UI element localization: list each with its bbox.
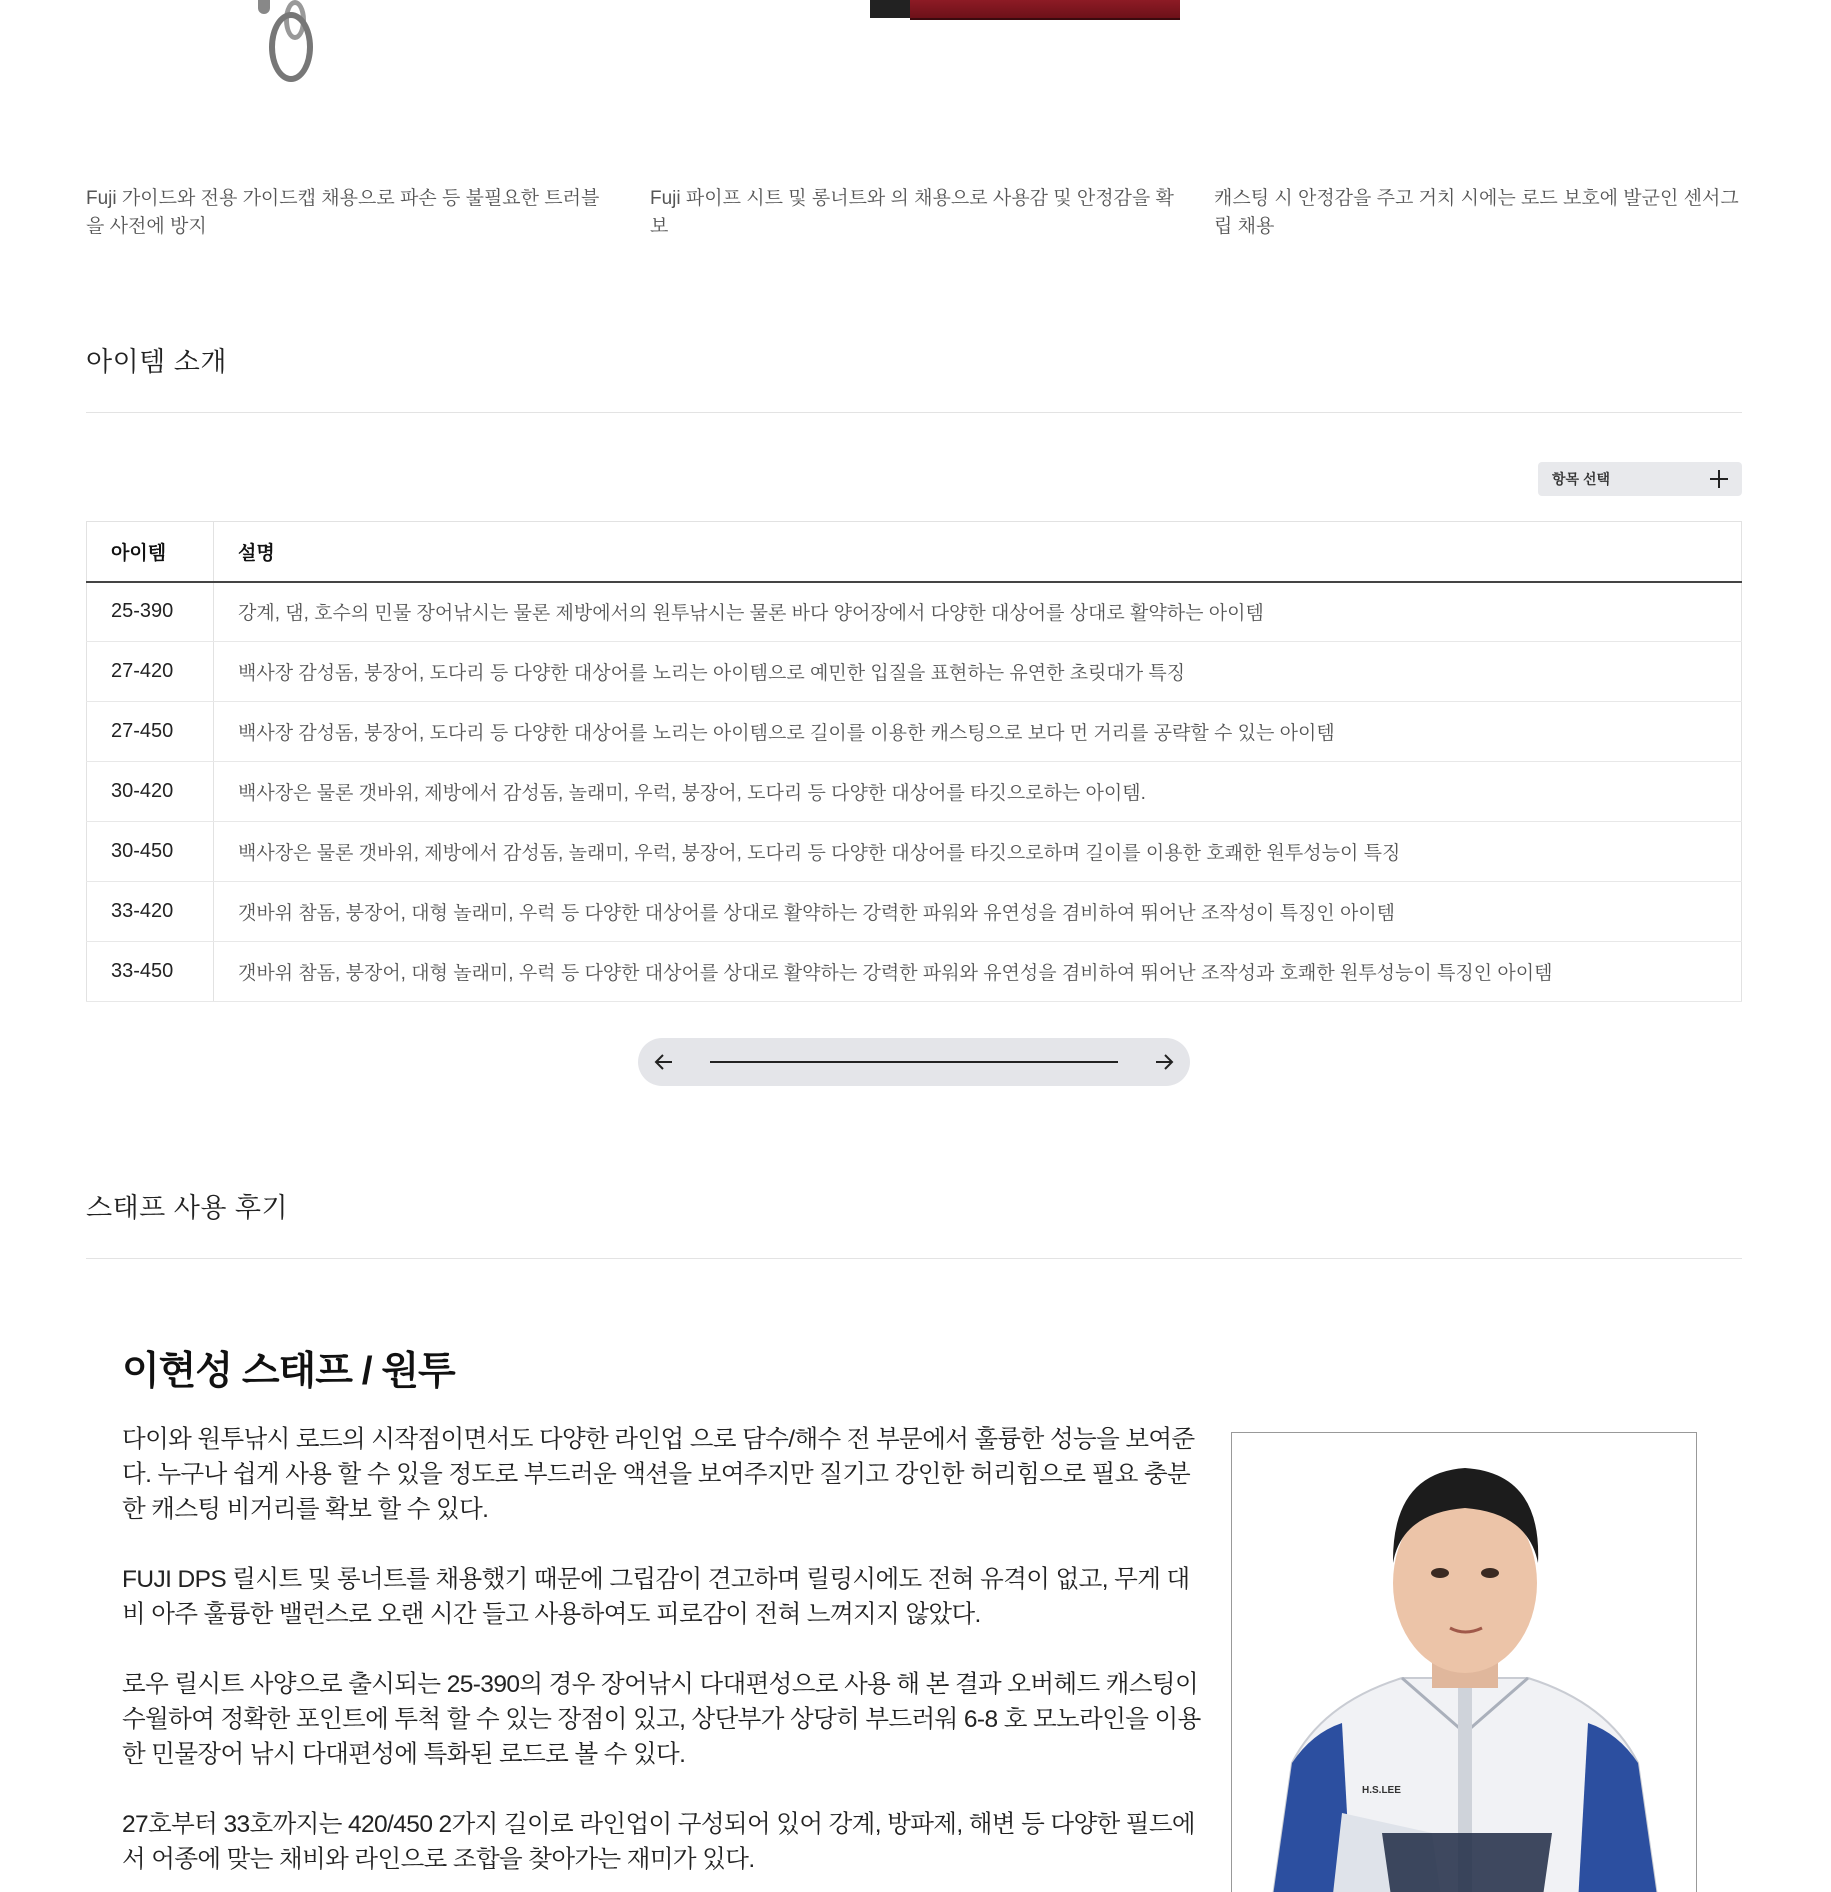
staff-photo bbox=[1231, 1432, 1697, 1892]
item-desc: 갯바위 참돔, 붕장어, 대형 놀래미, 우럭 등 다양한 대상어를 상대로 활약하는 강력한 파워와 유연성을 겸비하여 뛰어난 조작성과 호쾌한 원투성능이 특징인 아이템 bbox=[214, 942, 1742, 1002]
section-title-intro: 아이템 소개 bbox=[86, 347, 227, 377]
item-code: 30-420 bbox=[87, 762, 214, 822]
item-desc: 백사장은 물론 갯바위, 제방에서 감성돔, 놀래미, 우럭, 붕장어, 도다리 등 다양한 대상어를 타깃으로하는 아이템. bbox=[214, 762, 1742, 822]
item-desc: 갯바위 참돔, 붕장어, 대형 놀래미, 우럭 등 다양한 대상어를 상대로 활약하는 강력한 파워와 유연성을 겸비하여 뛰어난 조작성이 특징인 아이템 bbox=[214, 882, 1742, 942]
review-paragraph: FUJI DPS 릴시트 및 롱너트를 채용했기 때문에 그립감이 견고하며 릴링시에도 전혀 유격이 없고, 무게 대비 아주 훌륭한 밸런스로 오랜 시간 들고 사용하여도 피로감이 전혀 느껴지지 않았다. bbox=[122, 1566, 1190, 1628]
table-row bbox=[87, 942, 1742, 1002]
table-row bbox=[87, 882, 1742, 942]
feature-guide bbox=[86, 0, 616, 237]
staff-name: 이현성 스태프 / 원투 bbox=[122, 1350, 455, 1393]
item-desc: 백사장은 물론 갯바위, 제방에서 감성돔, 놀래미, 우럭, 붕장어, 도다리 등 다양한 대상어를 타깃으로하며 길이를 이용한 호쾌한 원투성능이 특징 bbox=[214, 822, 1742, 882]
item-code: 25-390 bbox=[87, 582, 214, 642]
plus-icon bbox=[1710, 470, 1728, 488]
item-desc: 강계, 댐, 호수의 민물 장어낚시는 물론 제방에서의 원투낚시는 물론 바다 양어장에서 다양한 대상어를 상대로 활약하는 아이템 bbox=[214, 582, 1742, 642]
table-row bbox=[87, 702, 1742, 762]
table-row bbox=[87, 582, 1742, 642]
item-code: 27-420 bbox=[87, 642, 214, 702]
review-paragraph: 로우 릴시트 사양으로 출시되는 25-390의 경우 장어낚시 다대편성으로 사용 해 본 결과 오버헤드 캐스팅이 수월하여 정확한 포인트에 투척 할 수 있는 장점이 있고, 상단부가 상당히 부드러워 6-8 호 모노라인을 이용한 민물장어 낚시 다대편성에 특화된 로드로 볼 수 있다. bbox=[122, 1671, 1201, 1768]
item-select-label: 항목 선택 bbox=[1552, 471, 1610, 487]
fuji-guide-image bbox=[86, 0, 616, 90]
review-paragraph: 다이와 원투낚시 로드의 시작점이면서도 다양한 라인업 으로 담수/해수 전 부문에서 훌륭한 성능을 보여준다. 누구나 쉽게 사용 할 수 있을 정도로 부드러운 액션을 보여주지만 질기고 강인한 허리힘으로 필요 충분한 캐스팅 비거리를 확보 할 수 있다. bbox=[122, 1426, 1195, 1523]
divider bbox=[86, 412, 1742, 413]
feature-reel-seat bbox=[650, 0, 1180, 237]
column-header-item: 아이템 bbox=[87, 522, 214, 582]
feature-reel-seat-text: Fuji 파이프 시트 및 롱너트와 의 채용으로 사용감 및 안정감을 확보 bbox=[650, 188, 1174, 237]
item-code: 30-450 bbox=[87, 822, 214, 882]
grip-image bbox=[1214, 0, 1744, 90]
item-code: 33-450 bbox=[87, 942, 214, 1002]
section-title-review: 스태프 사용 후기 bbox=[86, 1193, 289, 1223]
review-body bbox=[122, 1422, 1202, 1892]
review-paragraph: 27호부터 33호까지는 420/450 2가지 길이로 라인업이 구성되어 있어 강계, 방파제, 해변 등 다양한 필드에서 어종에 맞는 채비와 라인으로 조합을 찾아가는 재미가 있다. bbox=[122, 1811, 1196, 1873]
column-header-desc: 설명 bbox=[214, 522, 1742, 582]
table-header-row bbox=[87, 522, 1742, 582]
reel-seat-image bbox=[650, 0, 1180, 90]
item-code: 33-420 bbox=[87, 882, 214, 942]
item-desc: 백사장 감성돔, 붕장어, 도다리 등 다양한 대상어를 노리는 아이템으로 길이를 이용한 캐스팅으로 보다 먼 거리를 공략할 수 있는 아이템 bbox=[214, 702, 1742, 762]
feature-grip-text: 캐스팅 시 안정감을 주고 거치 시에는 로드 보호에 발군인 센서그립 채용 bbox=[1214, 188, 1739, 237]
divider bbox=[86, 1258, 1742, 1259]
table-row bbox=[87, 762, 1742, 822]
table-row bbox=[87, 822, 1742, 882]
jacket-text: H.S.LEE bbox=[1362, 1785, 1401, 1796]
scroll-track[interactable] bbox=[710, 1061, 1118, 1063]
item-table bbox=[86, 521, 1742, 1002]
item-desc: 백사장 감성돔, 붕장어, 도다리 등 다양한 대상어를 노리는 아이템으로 예민한 입질을 표현하는 유연한 초릿대가 특징 bbox=[214, 642, 1742, 702]
feature-strip bbox=[86, 0, 1742, 250]
table-row bbox=[87, 642, 1742, 702]
table-scroller[interactable] bbox=[638, 1038, 1190, 1086]
arrow-left-icon[interactable] bbox=[652, 1050, 676, 1074]
item-code: 27-450 bbox=[87, 702, 214, 762]
feature-grip bbox=[1214, 0, 1744, 237]
feature-guide-text: Fuji 가이드와 전용 가이드캡 채용으로 파손 등 불필요한 트러블을 사전에 방지 bbox=[86, 188, 600, 237]
item-select-button[interactable] bbox=[1538, 462, 1742, 496]
arrow-right-icon[interactable] bbox=[1152, 1050, 1176, 1074]
